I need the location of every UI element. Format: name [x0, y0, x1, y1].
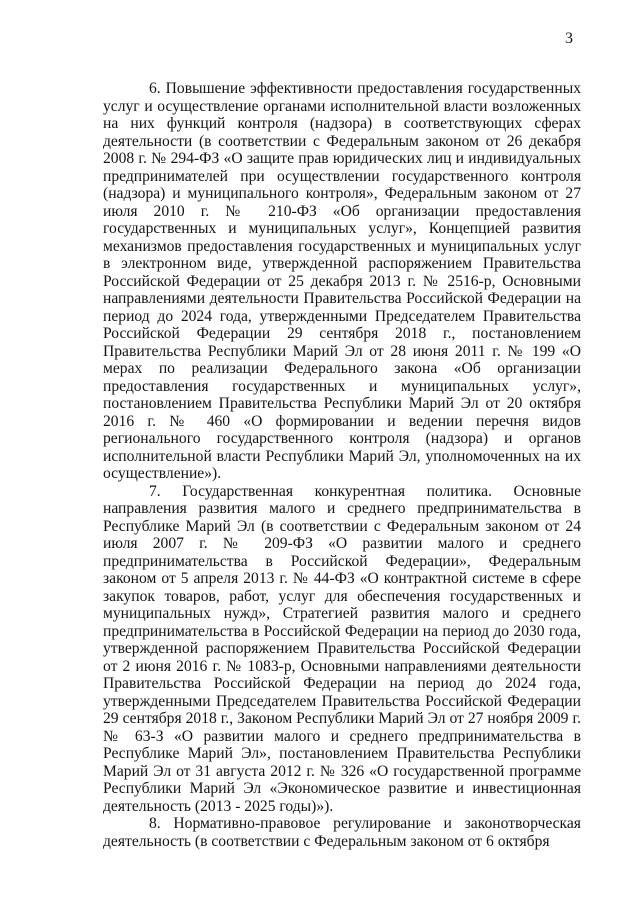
paragraph-7-competition-policy: 7. Государственная конкурентная политика. Основные направления развития малого и среднего предпринимательства в Республике Марий Эл (в соответствии с Федеральным законом от 24 июля 2007 г. № 209-ФЗ «О развитии малого и среднего предпринимательства в Российской Федерации», Федеральным законом от 5 апреля 2013 г. № 44-ФЗ «О контрактной системе в сфере закупок товаров, работ, услуг для обеспечения государственных и муниципальных нужд», Стратегией развития малого и среднего предпринимательства в Российской Федерации на период до 2030 года, утвержденной распоряжением Правительства Российской Федерации от 2 июня 2016 г. № 1083-р, Основными направлениями деятельности Правительства Российской Федерации на период до 2024 года, утвержденными Председателем Правительства Российской Федерации 29 сентября 2018 г., Законом Республики Марий Эл от 27 ноября 2009 г. № 63-З «О развитии малого и среднего предпринимательства в Республике Марий Эл», постановлением Правительства Республики Марий Эл от 31 августа 2012 г. № 326 «О государственной программе Республики Марий Эл «Экономическое развитие и инвестиционная деятельность (2013 - 2025 годы)»).: [103, 482, 581, 815]
document-body: [103, 80, 581, 850]
page-number: 3: [565, 30, 573, 47]
paragraph-8-legal-regulation: 8. Нормативно-правовое регулирование и законотворческая деятельность (в соответствии с Федеральным законом от 6 октября: [103, 815, 581, 850]
paragraph-6-public-services: 6. Повышение эффективности предоставления государственных услуг и осуществление органами исполнительной власти возложенных на них функций контроля (надзора) в соответствующих сферах деятельности (в соответствии с Федеральным законом от 26 декабря 2008 г. № 294-ФЗ «О защите прав юридических лиц и индивидуальных предпринимателей при осуществлении государственного контроля (надзора) и муниципального контроля», Федеральным законом от 27 июля 2010 г. № 210-ФЗ «Об организации предоставления государственных и муниципальных услуг», Концепцией развития механизмов предоставления государственных и муниципальных услуг в электронном виде, утвержденной распоряжением Правительства Российской Федерации от 25 декабря 2013 г. № 2516-р, Основными направлениями деятельности Правительства Российской Федерации на период до 2024 года, утвержденными Председателем Правительства Российской Федерации 29 сентября 2018 г., постановлением Правительства Республики Марий Эл от 28 июня 2011 г. № 199 «О мерах по реализации Федерального закона «Об организации предоставления государственных и муниципальных услуг», постановлением Правительства Республики Марий Эл от 20 октября 2016 г. № 460 «О формировании и ведении перечня видов регионального государственного контроля (надзора) и органов исполнительной власти Республики Марий Эл, уполномоченных на их осуществление»).: [103, 80, 581, 482]
